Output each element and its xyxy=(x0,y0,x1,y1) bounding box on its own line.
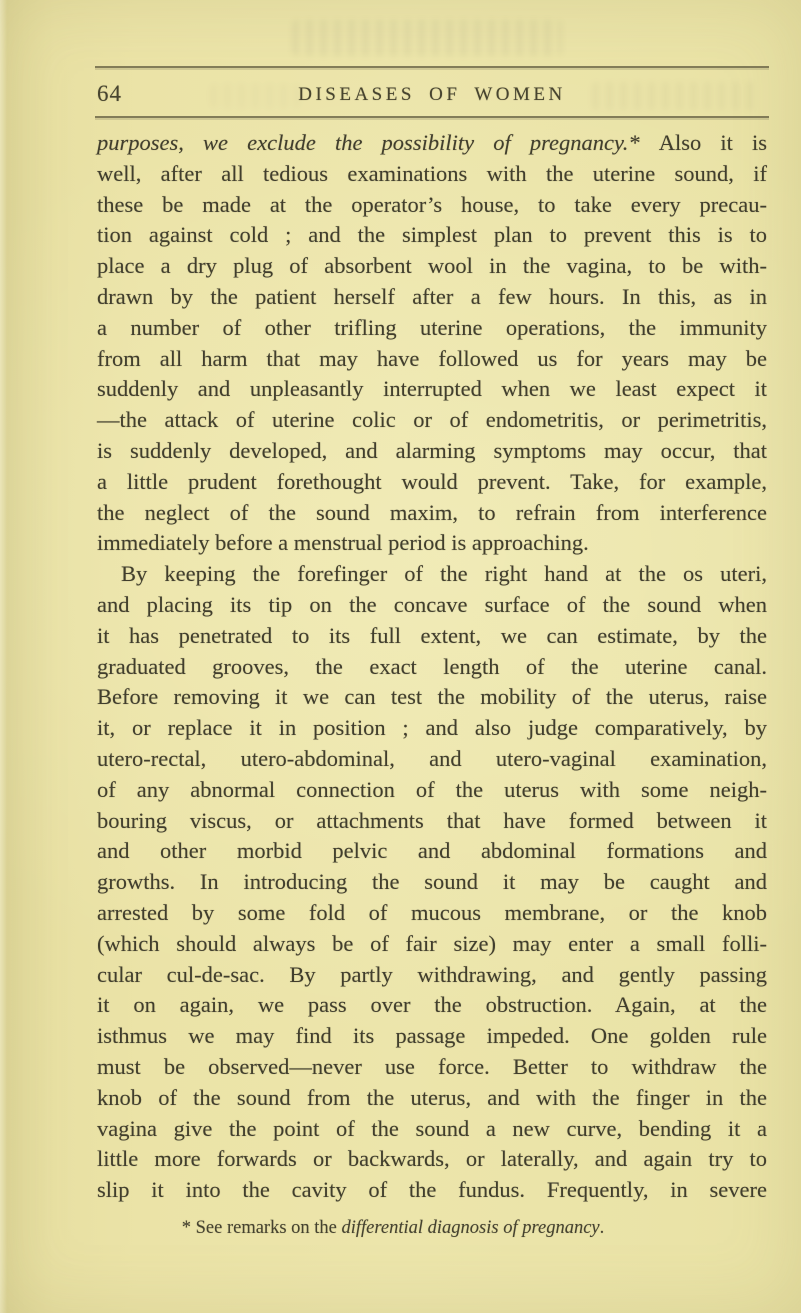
body-line xyxy=(97,498,767,529)
body-line xyxy=(97,374,767,405)
body-line xyxy=(97,960,767,991)
body-line xyxy=(97,775,767,806)
body-line xyxy=(97,528,767,559)
body-line-segment: and other morbid pelvic and abdominal formations and xyxy=(97,838,767,864)
body-line xyxy=(97,220,767,251)
header-rule-top xyxy=(95,66,769,68)
body-line-segment: these be made at the operator’s house, to take every precau- xyxy=(97,191,767,217)
body-line xyxy=(97,251,767,282)
body-line xyxy=(97,806,767,837)
body-line-segment: a number of other trifling uterine operations, the immunity xyxy=(97,314,767,340)
body-line-segment: drawn by the patient herself after a few hours. In this, as in xyxy=(97,283,767,309)
body-line-segment: cular cul-de-sac. By partly withdrawing, and gently passing xyxy=(97,961,767,987)
body-line xyxy=(97,898,767,929)
body-line-segment: vagina give the point of the sound a new curve, bending it a xyxy=(97,1115,767,1141)
body-line-segment: growths. In introducing the sound it may be caught and xyxy=(97,869,767,895)
body-line xyxy=(97,405,767,436)
body-line-segment: must be observed—never use force. Better to withdraw the xyxy=(97,1053,767,1079)
body-line-segment: well, after all tedious examinations with the uterine sound, if xyxy=(97,160,767,186)
body-line xyxy=(97,1175,767,1206)
body-line-segment: is suddenly developed, and alarming symptoms may occur, that xyxy=(97,437,767,463)
body-line-segment: it, or replace it in position ; and also judge comparatively, by xyxy=(97,715,767,741)
footnote-segment: * See remarks on the xyxy=(181,1218,342,1238)
header-rule-bottom xyxy=(95,116,769,118)
body-line xyxy=(97,1083,767,1114)
footnote xyxy=(58,1218,728,1239)
body-line-segment: isthmus we may find its passage impeded. One golden rule xyxy=(97,1023,767,1049)
body-line-segment: graduated grooves, the exact length of the uterine canal. xyxy=(97,653,767,679)
body-line xyxy=(97,652,767,683)
body-line-italic-segment: purposes, we exclude the possibility of pregnancy.* xyxy=(97,130,659,155)
body-line xyxy=(97,282,767,313)
body-line xyxy=(97,929,767,960)
body-line-segment: (which should always be of fair size) may enter a small folli- xyxy=(97,930,767,956)
body-line-segment: the neglect of the sound maxim, to refrain from interference xyxy=(97,499,767,525)
body-line xyxy=(97,1114,767,1145)
body-line-segment: immediately before a menstrual period is approaching. xyxy=(97,530,589,556)
body-line xyxy=(97,128,767,159)
body-line xyxy=(97,159,767,190)
body-line xyxy=(97,867,767,898)
body-line-segment: it on again, we pass over the obstruction. Again, at the xyxy=(97,992,767,1018)
body-line xyxy=(97,313,767,344)
body-line-segment: utero-rectal, utero-abdominal, and utero-vaginal examination, xyxy=(97,745,767,771)
body-line-segment: suddenly and unpleasantly interrupted when we least expect it xyxy=(97,376,767,402)
body-line xyxy=(97,682,767,713)
body-line-segment: little more forwards or backwards, or laterally, and again try to xyxy=(97,1146,767,1172)
body-line-segment: Also it is xyxy=(658,130,767,155)
body-line xyxy=(97,836,767,867)
body-line-segment: —the attack of uterine colic or of endometritis, or perimetritis, xyxy=(97,407,767,433)
body-line xyxy=(97,344,767,375)
body-line xyxy=(97,1052,767,1083)
body-line xyxy=(97,559,767,590)
body-line-segment: bouring viscus, or attachments that have formed between it xyxy=(97,807,767,833)
body-line-segment: Before removing it we can test the mobility of the uterus, raise xyxy=(97,684,767,710)
body-line-segment: a little prudent forethought would prevent. Take, for example, xyxy=(97,468,767,494)
show-through-smudge xyxy=(292,20,562,56)
footnote-segment: . xyxy=(599,1218,605,1238)
body-line xyxy=(97,621,767,652)
page-number: 64 xyxy=(97,81,122,106)
body-line-segment: knob of the sound from the uterus, and with the finger in the xyxy=(97,1084,767,1110)
footnote-italic-segment: differential diagnosis of pregnancy xyxy=(341,1218,600,1238)
body-line xyxy=(97,467,767,498)
body-line-segment: and placing its tip on the concave surface of the sound when xyxy=(97,591,767,617)
body-line-segment: from all harm that may have followed us for years may be xyxy=(97,345,767,371)
body-line-segment: slip it into the cavity of the fundus. Frequently, in severe xyxy=(97,1177,767,1203)
body-line xyxy=(97,713,767,744)
body-line xyxy=(97,190,767,221)
body-line xyxy=(97,990,767,1021)
body-line xyxy=(97,590,767,621)
body-line-segment: tion against cold ; and the simplest plan to prevent this is to xyxy=(97,222,767,248)
body-line-segment: arrested by some fold of mucous membrane, or the knob xyxy=(97,899,767,925)
body-line-segment: of any abnormal connection of the uterus with some neigh- xyxy=(97,776,767,802)
page-header xyxy=(97,80,767,110)
body-text xyxy=(97,128,767,1206)
body-line-segment: place a dry plug of absorbent wool in the vagina, to be with- xyxy=(97,253,767,279)
body-line xyxy=(97,744,767,775)
body-line xyxy=(97,1144,767,1175)
body-line-segment: it has penetrated to its full extent, we can estimate, by the xyxy=(97,622,767,648)
running-title: DISEASES OF WOMEN xyxy=(298,84,566,105)
body-line xyxy=(97,1021,767,1052)
body-line-segment: By keeping the forefinger of the right hand at the os uteri, xyxy=(121,561,767,587)
body-line xyxy=(97,436,767,467)
